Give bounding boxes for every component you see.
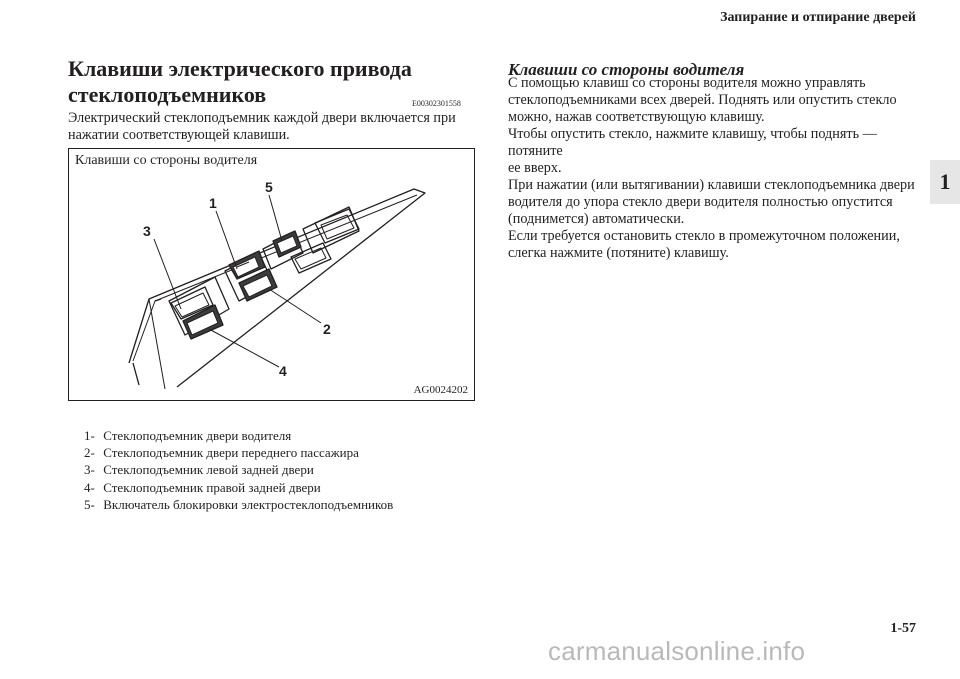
callout-1: 1 [209, 195, 217, 211]
intro-paragraph: Электрический стеклоподъемник каждой двери включается при нажатии соответствующей клавиши. [68, 110, 456, 143]
text-line: Если требуется остановить стекло в промежуточном положении, [508, 228, 900, 244]
figure-code: AG0024202 [413, 384, 468, 396]
subsection-title: Клавиши со стороны водителя [508, 60, 745, 79]
legend-item: 4- Стеклоподъемник правой задней двери [84, 479, 321, 495]
text-line: слегка нажмите (потяните) клавишу. [508, 245, 729, 261]
figure-caption: Клавиши со стороны водителя [75, 153, 258, 168]
legend-item: 1- Стеклоподъемник двери водителя [84, 428, 292, 443]
switch-panel-figure [68, 148, 475, 401]
callout-5: 5 [265, 179, 273, 195]
figure-legend [84, 427, 393, 513]
text-line: С помощью клавиш со стороны водителя можно управлять [508, 75, 866, 91]
watermark: carmanualsonline.info [548, 636, 806, 666]
text-line: можно, нажав соответствующую клавишу. [508, 109, 765, 125]
callout-3: 3 [143, 223, 151, 239]
text-line: (поднимется) автоматически. [508, 211, 685, 227]
text-line: При нажатии (или вытягивании) клавиши стеклоподъемника двери [508, 177, 915, 193]
text-line: Чтобы опустить стекло, нажмите клавишу, чтобы поднять — потяните [508, 126, 877, 159]
callout-2: 2 [323, 321, 331, 337]
callout-4: 4 [279, 363, 287, 379]
text-line: ее вверх. [508, 160, 562, 176]
section-code: E00302301558 [412, 99, 461, 108]
legend-item: 3- Стеклоподъемник левой задней двери [84, 462, 314, 478]
legend-item: 2- Стеклоподъемник двери переднего пассажира [84, 445, 359, 461]
section-title: Клавиши электрического привода стеклоподъемников [68, 56, 412, 107]
body-text [508, 75, 920, 262]
running-header: Запирание и отпирание дверей [720, 10, 916, 25]
page-number: 1-57 [890, 621, 916, 636]
legend-item: 5- Включатель блокировки электростеклоподъемников [84, 496, 394, 512]
text-line: стеклоподъемниками всех дверей. Поднять или опустить стекло [508, 92, 897, 108]
chapter-tab: 1 [930, 160, 960, 204]
text-line: водителя до упора стекло двери водителя полностью опустится [508, 194, 893, 210]
